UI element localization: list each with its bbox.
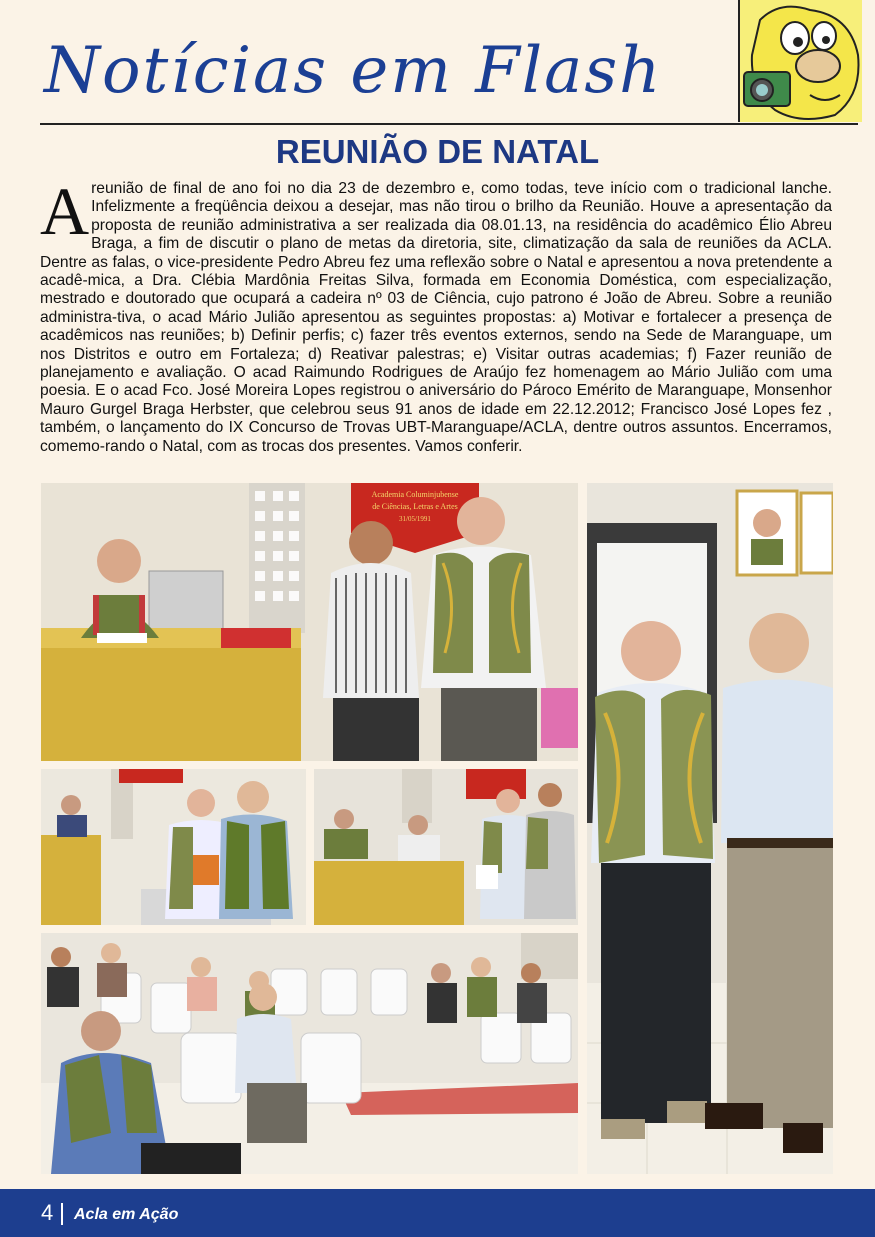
- banner-date: 31/05/1991: [399, 515, 431, 523]
- article-headline: REUNIÃO DE NATAL: [275, 133, 600, 170]
- page-number: 4: [41, 1200, 54, 1225]
- banner-line-1: Academia Columinjubense: [371, 490, 459, 499]
- drop-cap: A: [40, 173, 90, 249]
- cartoon-photographer-mascot-icon: [738, 0, 862, 122]
- photo-two-men-standing: [587, 483, 833, 1174]
- footer-divider: [61, 1203, 63, 1225]
- article-text: reunião de final de ano foi no dia 23 de dezembro e, como todas, teve início com o tradicional lanche. Infelizmente a freqüência deixou a desejar, mas não tirou o brilho da Reunião. Houve a apresentação da proposta de reunião administrativa a ser realizada dia 08.01.13, na residência do acadêmico Élio Abreu Braga, a fim de discutir o plano de metas da diretoria, site, climatização da sala de reuniões da ACLA. Dentre as falas, o vice-presidente Pedro Abreu fez uma reflexão sobre o Natal e apresentou a nova pretendente a acadê-mica, a Dra. Clébia Mardônia Freitas Silva, formada em Economia Doméstica, com especialização, mestrado e doutorado que ocupará a cadeira nº 03 de Ciência, cujo patrono é João de Abreu. Sobre a reunião administra-tiva, o acad Mário Julião apresentou as seguintes propostas: a) Motivar e fortalecer a presença de acadêmicos nas reuniões; b) Definir perfis; c) fazer três eventos externos, sendo na Sede de Maranguape, um nos Distritos e outro em Fortaleza; d) Reativar palestras; e) Visitar outras academias; f) Fazer reunião de planejamento e avaliação. O acad Raimundo Rodrigues de Araújo fez homenagem ao Mário Julião com uma poesia. E o acad Fco. José Moreira Lopes registrou o aniversário do Pároco Emérito de Maranguape, Monsenhor Mauro Gurgel Braga Herbster, que celebrou seus 91 anos de idade em 22.12.2012; Francisco José Lopes fez , também, o lançamento do IX Concurso de Trovas UBT-Maranguape/ACLA, dentre outros assuntos. Encerramos, comemo-rando o Natal, com as trocas dos presentes. Vamos conferir.: [40, 180, 832, 455]
- masthead-title: Notícias em Flash: [44, 34, 663, 108]
- header-rule: [40, 123, 858, 125]
- photo-audience: [41, 933, 578, 1174]
- article-body: [40, 173, 832, 456]
- photo-two-men-small: [41, 769, 306, 925]
- masthead: [40, 28, 730, 108]
- photo-table-group: [314, 769, 578, 925]
- photo-meeting-table: [41, 483, 578, 761]
- banner-line-2: de Ciências, Letras e Artes: [372, 502, 458, 511]
- publication-name: Acla em Ação: [74, 1206, 179, 1223]
